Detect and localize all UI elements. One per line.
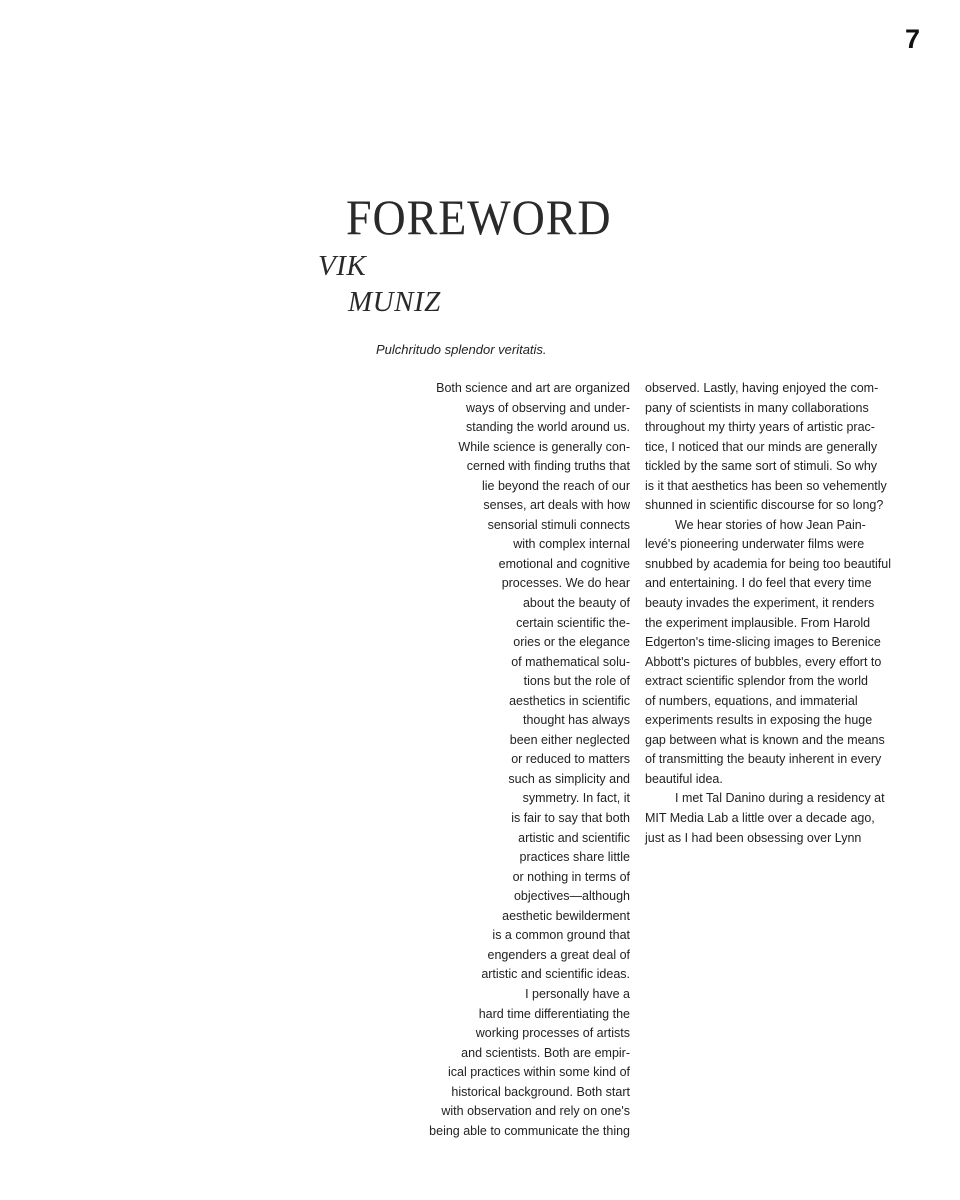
text-line: of numbers, equations, and immaterial [645, 693, 858, 708]
page-number: 7 [904, 24, 920, 54]
text-line: symmetry. In fact, it [522, 791, 630, 806]
text-column-right [645, 379, 923, 848]
text-line: tice, I noticed that our minds are generally [645, 439, 878, 454]
text-line: senses, art deals with how [483, 498, 630, 513]
text-line: observed. Lastly, having enjoyed the com- [645, 381, 879, 395]
text-line: is it that aesthetics has been so vehemently [645, 478, 887, 493]
text-line: I met Tal Danino during a residency at [675, 791, 885, 806]
text-line: tickled by the same sort of stimuli. So why [645, 459, 878, 474]
text-line: beautiful idea. [645, 771, 723, 786]
text-line: MIT Media Lab a little over a decade ago, [645, 811, 875, 826]
text-line: the experiment implausible. From Harold [645, 615, 871, 630]
text-line: or reduced to matters [511, 752, 630, 767]
text-line: Both science and art are organized [436, 381, 630, 395]
text-line: processes. We do hear [501, 576, 630, 591]
text-line: Abbott's pictures of bubbles, every effort to [645, 654, 882, 669]
text-line: working processes of artists [475, 1026, 630, 1041]
author-last-name: MUNIZ [348, 286, 441, 318]
text-line: practices share little [519, 850, 630, 865]
text-line: aesthetics in scientific [509, 693, 630, 708]
text-line: of transmitting the beauty inherent in every [645, 752, 882, 767]
text-line: experiments results in exposing the huge [645, 713, 873, 728]
text-line: and scientists. Both are empir- [461, 1045, 630, 1060]
page-title: FOREWORD [346, 189, 612, 245]
text-line: being able to communicate the thing [429, 1123, 630, 1138]
text-line: Edgerton's time-slicing images to Berenice [645, 635, 881, 650]
text-line: artistic and scientific ideas. [481, 967, 630, 982]
text-line: ways of observing and under- [466, 400, 630, 415]
text-line: extract scientific splendor from the world [645, 674, 869, 689]
text-line: shunned in scientific discourse for so long? [645, 498, 884, 513]
text-line: snubbed by academia for being too beautiful [645, 556, 892, 571]
text-line: is fair to say that both [511, 811, 630, 826]
text-line: ical practices within some kind of [447, 1065, 630, 1080]
text-line: is a common ground that [492, 928, 630, 943]
text-line: with observation and rely on one's [441, 1104, 630, 1119]
text-line: such as simplicity and [508, 771, 630, 786]
text-line: been either neglected [509, 732, 630, 747]
text-line: thought has always [522, 713, 630, 728]
epigraph: Pulchritudo splendor veritatis. [376, 342, 547, 357]
text-line: levé's pioneering underwater films were [645, 537, 865, 552]
text-line: historical background. Both start [451, 1084, 630, 1099]
text-line: certain scientific the- [516, 615, 630, 630]
text-line: I personally have a [525, 986, 630, 1001]
text-line: gap between what is known and the means [645, 732, 885, 747]
text-line: sensorial stimuli connects [487, 517, 630, 532]
text-line: While science is generally con- [458, 439, 630, 454]
text-line: lie beyond the reach of our [481, 478, 630, 493]
text-line: hard time differentiating the [478, 1006, 630, 1021]
text-line: pany of scientists in many collaborations [645, 400, 869, 415]
text-line: and entertaining. I do feel that every time [645, 576, 872, 591]
text-line: just as I had been obsessing over Lynn [645, 830, 862, 845]
text-line: about the beauty of [522, 596, 630, 611]
text-line: throughout my thirty years of artistic prac- [645, 420, 875, 435]
text-line: with complex internal [513, 537, 630, 552]
text-line: cerned with finding truths that [466, 459, 630, 474]
text-line: aesthetic bewilderment [502, 908, 630, 923]
text-line: tions but the role of [523, 674, 630, 689]
text-line: ories or the elegance [513, 635, 630, 650]
author-first-name: VIK [318, 250, 367, 282]
text-line: or nothing in terms of [512, 869, 630, 884]
text-line: We hear stories of how Jean Pain- [675, 517, 866, 532]
text-column-left [360, 379, 630, 1141]
text-line: engenders a great deal of [487, 947, 630, 962]
text-line: objectives—although [513, 889, 630, 904]
text-line: standing the world around us. [466, 420, 630, 435]
text-line: beauty invades the experiment, it renders [645, 596, 875, 611]
text-line: emotional and cognitive [498, 556, 630, 571]
text-line: of mathematical solu- [511, 654, 630, 669]
text-line: artistic and scientific [518, 830, 630, 845]
